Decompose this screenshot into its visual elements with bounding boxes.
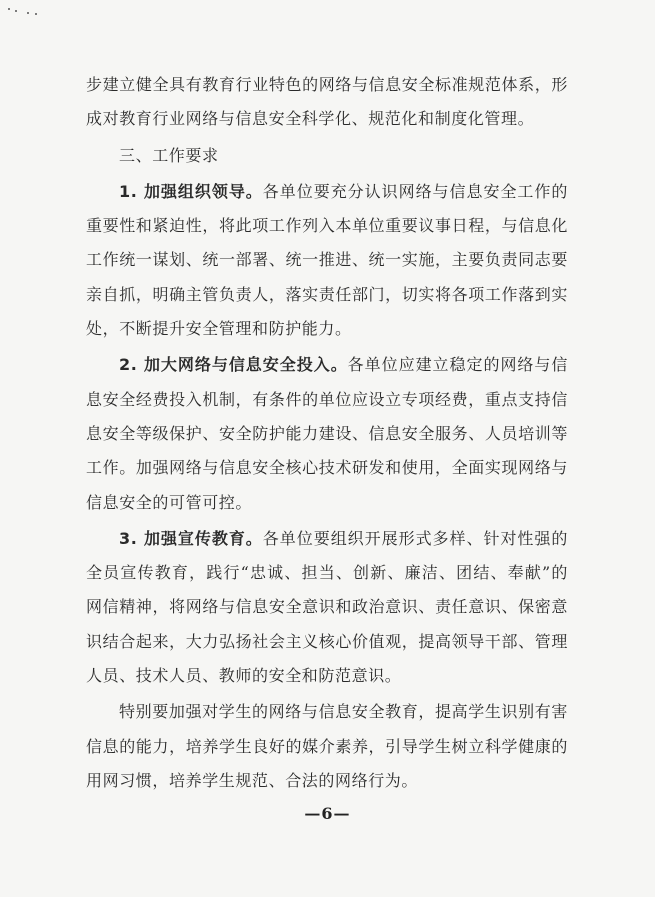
- requirement-item-2: [86, 348, 568, 519]
- requirement-item-1-lead: 1. 加强组织领导。: [119, 181, 263, 201]
- document-body: [86, 68, 568, 798]
- requirement-item-3: [86, 522, 568, 693]
- scan-artifact-dots: [8, 6, 48, 20]
- requirement-item-1: [86, 175, 568, 346]
- requirement-item-3-body: 各单位要组织开展形式多样、针对性强的全员宣传教育，践行“忠诚、担当、创新、廉洁、团结、奉献”的网信精神，将网络与信息安全意识和政治意识、责任意识、保密意识结合起来，大力弘扬社会主义核心价值观，提高领导干部、管理人员、技术人员、教师的安全和防范意识。: [86, 528, 568, 686]
- section-heading: 三、工作要求: [119, 145, 219, 165]
- requirement-item-1-body: 各单位要充分认识网络与信息安全工作的重要性和紧迫性，将此项工作列入本单位重要议事日程，与信息化工作统一谋划、统一部署、统一推进、统一实施，主要负责同志要亲自抓，明确主管负责人，落实责任部门，切实将各项工作落到实处，不断提升安全管理和防护能力。: [86, 181, 568, 339]
- requirement-item-2-body: 各单位应建立稳定的网络与信息安全经费投入机制，有条件的单位应设立专项经费，重点支持信息安全等级保护、安全防护能力建设、信息安全服务、人员培训等工作。加强网络与信息安全核心技术研发和使用，全面实现网络与信息安全的可管可控。: [86, 355, 568, 512]
- requirement-item-3-lead: 3. 加强宣传教育。: [119, 528, 263, 548]
- closing-paragraph: 特别要加强对学生的网络与信息安全教育，提高学生识别有害信息的能力，培养学生良好的媒介素养，引导学生树立科学健康的用网习惯，培养学生规范、合法的网络行为。: [86, 702, 568, 790]
- requirement-item-2-lead: 2. 加大网络与信息安全投入。: [119, 355, 348, 375]
- page-number: —6—: [304, 804, 351, 823]
- continuation-paragraph: 步建立健全具有教育行业特色的网络与信息安全标准规范体系，形成对教育行业网络与信息安全科学化、规范化和制度化管理。: [86, 75, 568, 129]
